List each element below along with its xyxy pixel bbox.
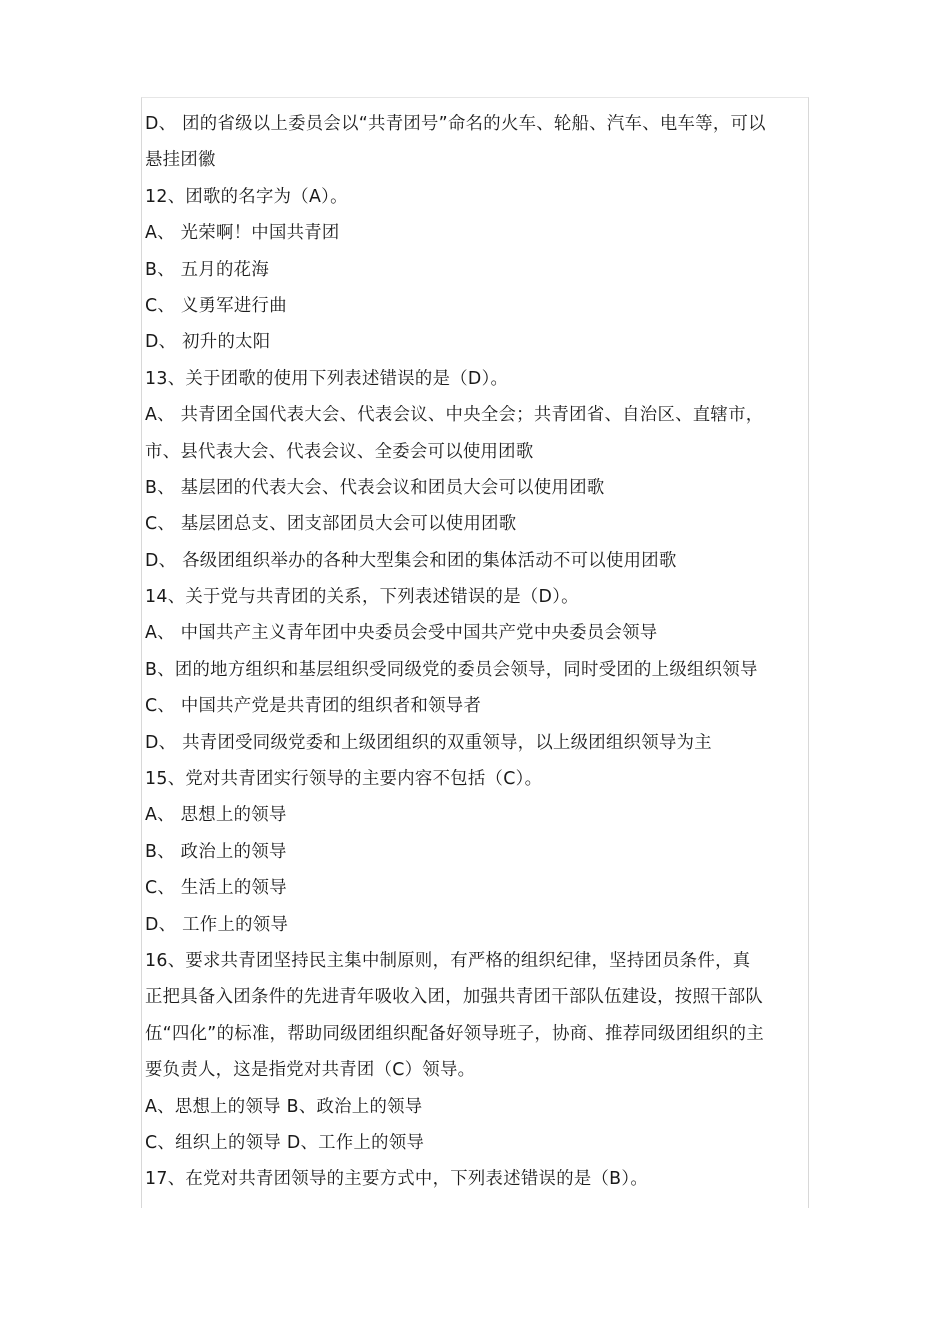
text-line: 伍“四化”的标准，帮助同级团组织配备好领导班子，协商、推荐同级团组织的主 [145, 1023, 765, 1044]
option-line: D、 各级团组织举办的各种大型集会和团的集体活动不可以使用团歌 [145, 550, 677, 571]
option-line: B、 基层团的代表大会、代表会议和团员大会可以使用团歌 [145, 477, 605, 498]
option-line: D、 初升的太阳 [145, 332, 271, 353]
option-line: A、 思想上的领导 [145, 805, 287, 826]
option-line: C、 中国共产党是共青团的组织者和领导者 [145, 696, 482, 717]
option-line: A、 光荣啊！中国共青团 [145, 223, 340, 244]
option-line: A、 共青团全国代表大会、代表会议、中央全会；共青团省、自治区、直辖市， [145, 405, 764, 426]
text-line: 市、县代表大会、代表会议、全委会可以使用团歌 [145, 441, 534, 462]
text-line: 正把具备入团条件的先进青年吸收入团，加强共青团干部队伍建设，按照干部队 [145, 987, 764, 1008]
text-line: 悬挂团徽 [145, 150, 216, 171]
option-line: D、 工作上的领导 [145, 914, 289, 935]
option-line: A、思想上的领导 B、政治上的领导 [145, 1096, 423, 1117]
option-line: C、 义勇军进行曲 [145, 295, 287, 316]
option-line: A、 中国共产主义青年团中央委员会受中国共产党中央委员会领导 [145, 623, 658, 644]
text-line: 要负责人，这是指党对共青团（C）领导。 [145, 1060, 476, 1081]
question-line: 16、要求共青团坚持民主集中制原则，有严格的组织纪律，坚持团员条件，真 [145, 950, 751, 971]
option-line: C、组织上的领导 D、工作上的领导 [145, 1132, 425, 1153]
option-line: B、 政治上的领导 [145, 841, 287, 862]
option-line: B、 五月的花海 [145, 259, 269, 280]
option-line: C、 生活上的领导 [145, 878, 287, 899]
document-body [145, 106, 810, 1198]
question-line: 12、团歌的名字为（A）。 [145, 186, 348, 207]
question-line: 15、党对共青团实行领导的主要内容不包括（C）。 [145, 769, 543, 790]
question-line: 17、在党对共青团领导的主要方式中，下列表述错误的是（B）。 [145, 1169, 649, 1190]
option-line: D、 共青团受同级党委和上级团组织的双重领导，以上级团组织领导为主 [145, 732, 712, 753]
question-line: 14、关于党与共青团的关系，下列表述错误的是（D）。 [145, 587, 579, 608]
option-line: C、 基层团总支、团支部团员大会可以使用团歌 [145, 514, 517, 535]
text-line: D、 团的省级以上委员会以“共青团号”命名的火车、轮船、汽车、电车等，可以 [145, 114, 766, 134]
option-line: B、团的地方组织和基层组织受同级党的委员会领导，同时受团的上级组织领导 [145, 659, 758, 680]
question-line: 13、关于团歌的使用下列表述错误的是（D）。 [145, 368, 509, 389]
